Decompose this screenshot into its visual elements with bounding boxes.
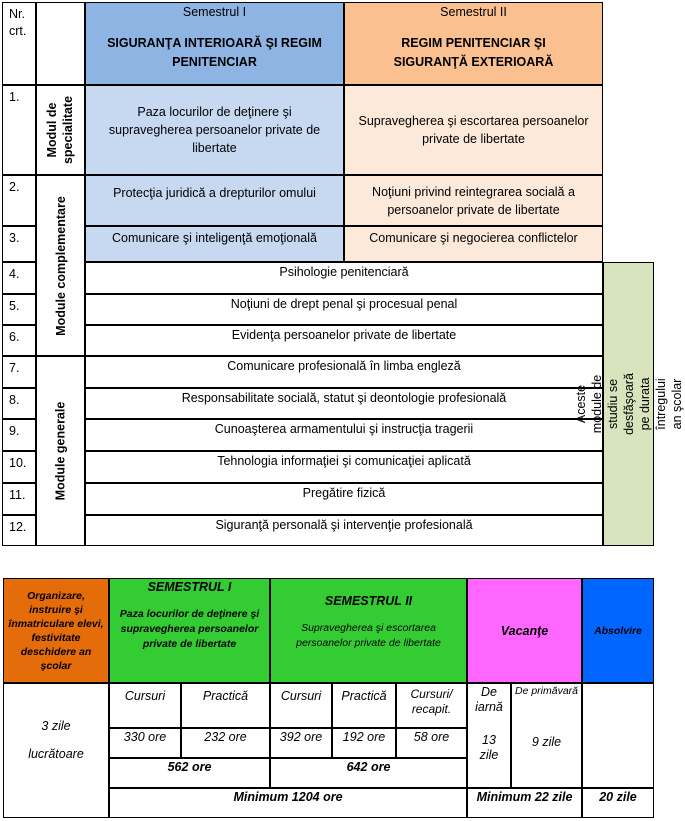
sem2-col-practica: Practică	[332, 683, 396, 728]
row-number: 5.	[2, 294, 36, 325]
org-days-type: lucrătoare	[28, 747, 84, 761]
sem2-col-recapit: Cursuri/ recapit.	[396, 683, 467, 728]
vac-iarna-value: 13 zile	[479, 733, 499, 762]
abs-zile: 20 zile	[582, 788, 654, 818]
sem2-cell	[270, 578, 467, 683]
org-cell: Organizare, instruire şi înmatriculare elevi, festivitate deschidere an şcolar	[3, 578, 109, 683]
sem2-module-3: Comunicare şi negocierea conflictelor	[344, 226, 603, 262]
sem1-title: SIGURANŢA INTERIOARĂ ŞI REGIM PENITENCIAR	[107, 36, 322, 69]
row-number: 1.	[2, 85, 36, 175]
group-generale	[36, 356, 85, 546]
vac-primavara	[511, 683, 582, 788]
vacante-cell: Vacanţe	[467, 578, 582, 683]
sem1-val-practica: 232 ore	[181, 728, 270, 758]
row-number: 10.	[2, 451, 36, 483]
vac-primavara-label: De primăvară	[514, 685, 579, 697]
group-generale-label: Module generale	[53, 401, 68, 501]
full-module-7: Comunicare profesională în limba engleză	[85, 356, 603, 388]
org-duration-cell	[3, 683, 109, 818]
row-number: 8.	[2, 388, 36, 419]
sem1-col-cursuri: Cursuri	[109, 683, 181, 728]
group-specialitate	[36, 85, 85, 175]
nr-crt-label: Nr. crt.	[9, 7, 27, 38]
group-complementare	[36, 175, 85, 356]
full-module-4: Psihologie penitenciară	[85, 262, 603, 294]
sem1-header	[85, 2, 344, 85]
sem1-val-cursuri: 330 ore	[109, 728, 181, 758]
sem2-col-cursuri: Cursuri	[270, 683, 332, 728]
full-module-9: Cunoaşterea armamentului şi instrucţia tragerii	[85, 419, 603, 451]
row-number: 7.	[2, 356, 36, 388]
org-days: 3 zile	[41, 719, 71, 733]
full-module-8: Responsabilitate socială, statut şi deontologie profesională	[85, 388, 603, 419]
sem1-cell	[109, 578, 270, 683]
group-specialitate-label: Modul de specialitate	[45, 95, 76, 165]
sem1-module-2: Protecţia juridică a drepturilor omului	[85, 175, 344, 226]
sem1-cell-sub: Paza locurilor de deţinere şi supravegherea persoanelor private de libertate	[119, 608, 260, 650]
full-module-6: Evidenţa persoanelor private de libertate	[85, 325, 603, 356]
row-number: 6.	[2, 325, 36, 356]
sem2-cell-sub: Supravegherea şi escortarea persoanelor private de libertate	[296, 622, 441, 649]
sem1-module-3: Comunicare şi inteligenţă emoţională	[85, 226, 344, 262]
row-number: 3.	[2, 226, 36, 262]
sem2-val-cursuri: 392 ore	[270, 728, 332, 758]
full-module-10: Tehnologia informaţiei şi comunicaţiei aplicată	[85, 451, 603, 483]
sem1-module-1: Paza locurilor de deţinere şi supravegherea persoanelor private de libertate	[85, 85, 344, 175]
sem2-title: REGIM PENITENCIAR ŞI SIGURANŢĂ EXTERIOARĂ	[393, 36, 554, 69]
row-number: 4.	[2, 262, 36, 294]
sem1-total: 562 ore	[109, 758, 270, 788]
sem2-cell-title: SEMESTRUL II	[324, 594, 413, 608]
sem1-label: Semestrul I	[182, 5, 247, 19]
full-module-11: Pregătire fizică	[85, 483, 603, 515]
vac-iarna	[467, 683, 511, 788]
side-note-text: Aceste module de studiu se desfăşoară pe durata întregului an şcolar	[573, 373, 684, 435]
vac-iarna-label: De iarnă	[475, 685, 503, 714]
nr-crt-header	[2, 2, 36, 85]
absolvire-blank	[582, 683, 654, 788]
row-number: 9.	[2, 419, 36, 451]
sem1-cell-title: SEMESTRUL I	[147, 580, 232, 594]
sem2-total: 642 ore	[270, 758, 467, 788]
group-header-blank	[36, 2, 85, 85]
sem2-header	[344, 2, 603, 85]
min-zile: Minimum 22 zile	[467, 788, 582, 818]
side-note	[573, 262, 684, 546]
sem2-val-practica: 192 ore	[332, 728, 396, 758]
sem2-module-2: Noţiuni privind reintegrarea socială a persoanelor private de libertate	[344, 175, 603, 226]
min-ore: Minimum 1204 ore	[109, 788, 467, 818]
full-module-5: Noţiuni de drept penal şi procesual penal	[85, 294, 603, 325]
row-number: 11.	[2, 483, 36, 515]
sem2-module-1: Supravegherea şi escortarea persoanelor private de libertate	[344, 85, 603, 175]
full-module-12: Siguranţă personală şi intervenţie profesională	[85, 515, 603, 546]
sem2-val-recapit: 58 ore	[396, 728, 467, 758]
absolvire-cell: Absolvire	[582, 578, 654, 683]
vac-primavara-value: 9 zile	[531, 735, 562, 749]
sem2-label: Semestrul II	[440, 5, 507, 19]
sem1-col-practica: Practică	[181, 683, 270, 728]
row-number: 12.	[2, 515, 36, 546]
group-complementare-label: Module complementare	[53, 195, 68, 336]
row-number: 2.	[2, 175, 36, 226]
